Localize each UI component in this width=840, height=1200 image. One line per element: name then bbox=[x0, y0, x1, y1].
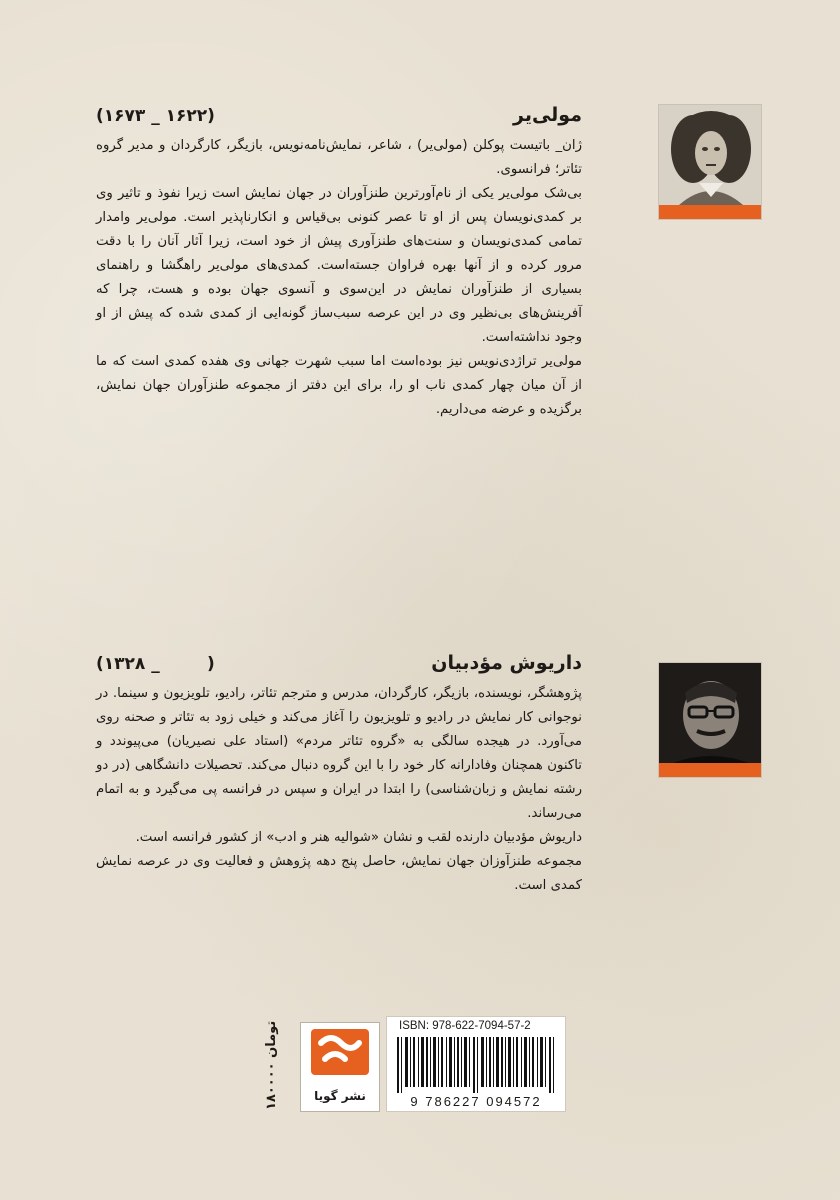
author-dates: (۱۶۷۳ _ ۱۶۲۲) bbox=[96, 106, 215, 126]
barcode-number: 9 786227 094572 bbox=[410, 1094, 542, 1109]
author-section-moadabian bbox=[96, 652, 762, 952]
author-name: مولی‌یر bbox=[513, 104, 582, 126]
moadabian-portrait bbox=[658, 662, 762, 778]
bio-paragraph: داریوش مؤدبیان دارنده لقب و نشان «شوالیه هنر و ادب» از کشور فرانسه است. bbox=[135, 830, 582, 845]
accent-bar bbox=[659, 763, 761, 777]
moliere-photo bbox=[659, 105, 761, 205]
moliere-heading bbox=[96, 104, 582, 134]
moadabian-bio bbox=[96, 652, 582, 898]
barcode bbox=[386, 1016, 566, 1112]
publisher-logo-mark bbox=[311, 1029, 369, 1075]
moliere-portrait bbox=[658, 104, 762, 220]
author-name: داریوش مؤدبیان bbox=[431, 652, 582, 674]
author-dates: (۱۳۲۸ _ ) bbox=[96, 654, 215, 674]
moadabian-heading bbox=[96, 652, 582, 682]
author-section-moliere bbox=[96, 104, 762, 434]
publisher-name: نشر گویا bbox=[314, 1089, 366, 1103]
barcode-bars bbox=[397, 1037, 557, 1093]
publisher-logo bbox=[300, 1022, 380, 1112]
bio-paragraph: مولی‌یر تراژدی‌نویس نیز بوده‌است اما سبب شهرت جهانی وی هفده کمدی است که ما از آن میان چهار کمدی ناب او را، برای این دفتر از مجموعه طنزآوران جهان نمایش، برگزیده و عرضه می‌داریم. bbox=[96, 354, 582, 417]
isbn-label: ISBN: 978-622-7094-57-2 bbox=[399, 1020, 531, 1032]
moadabian-photo bbox=[659, 663, 761, 763]
price-label: ۱۸۰۰۰۰ تومان bbox=[264, 1020, 279, 1110]
accent-bar bbox=[659, 205, 761, 219]
bio-paragraph: پژوهشگر، نویسنده، بازیگر، کارگردان، مدرس و مترجم تئاتر، رادیو، تلویزیون و سینما. در نوجوانی کار نمایش در رادیو و تلویزیون را آغاز می‌کند و خیلی زود به تئاتر و صحنه روی می‌آورد. در هیجده سالگی به «گروه تئاتر مردم» (استاد علی نصیریان) می‌پیوندد و تاکنون همچنان وفادارانه کار خود را با این گروه دنبال می‌کند. تحصیلات دانشگاهی (در دو رشته نمایش و زبان‌شناسی) را ابتدا در ایران و سپس در فرانسه پی می‌گیرد و به اتمام می‌رساند. bbox=[96, 686, 582, 821]
bio-paragraph: مجموعه طنزآوزان جهان نمایش، حاصل پنج دهه پژوهش و فعالیت وی در عرصه نمایش کمدی است. bbox=[96, 854, 582, 893]
bio-paragraph: ژان_ باتیست پوکلن (مولی‌یر) ، شاعر، نمایش‌نامه‌نویس، بازیگر، کارگردان و مدیر گروه تئاتر؛ فرانسوی. bbox=[96, 138, 582, 177]
moliere-bio bbox=[96, 104, 582, 422]
bio-paragraph: بی‌شک مولی‌یر یکی از نام‌آورترین طنزآوران در جهان نمایش است زیرا نفوذ و تاثیر وی بر کمدی‌نویسان پس از او تا عصر کنونی بی‌قیاس و انکارناپذیر است. مولی‌یر وامدار تمامی کمدی‌نویسان و سنت‌های طنزآوری پیش از خود است، زیرا آثار آنان را با دقت مرور کرده و از آنها بهره فراوان جسته‌است. کمدی‌های مولی‌یر راهگشا و راهنمای بسیاری از طنزآوران نمایش در این‌سوی و آنسوی جهان بوده و هست، چرا که آفرینش‌های بی‌نظیر وی در این عرصه سبب‌ساز گونه‌ایی از کمدی شده که پیش از او وجود نداشته‌است. bbox=[96, 186, 582, 345]
